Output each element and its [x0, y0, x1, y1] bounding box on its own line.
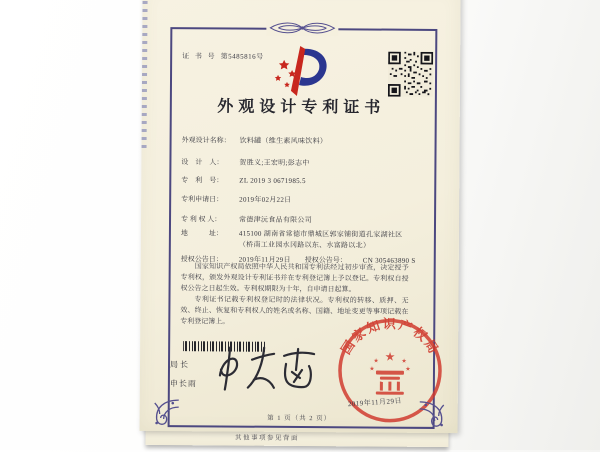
bottom-left-flourish-icon [152, 397, 182, 427]
director-title-label: 局长 [169, 360, 191, 370]
field-address: 地 址： 415100 湖南省常德市鼎城区郭家铺街道孔家湖社区（桥南工业园水冈路以东、水富路以北） [180, 229, 403, 250]
certificate-number-label: 证 书 号 [182, 52, 217, 61]
grant-date-label: 授权公告日： [180, 255, 223, 264]
seal-date: 2019年11月29日 [347, 396, 403, 409]
certificate-fields [181, 135, 414, 266]
back-note: 其他事项参见背面 [234, 434, 300, 442]
field-patentee: 专 利 权 人： 常德津沅食品有限公司 [181, 215, 313, 225]
svg-text:★: ★ [373, 358, 379, 365]
grant-date-value: 2019年11月29日 [238, 255, 291, 264]
grant-no-label: 授权公告号： [304, 256, 347, 265]
seal-text: 国家知识产权局 [338, 316, 443, 358]
svg-text:★: ★ [401, 358, 407, 365]
certificate-title: 外观设计专利证书 [217, 98, 386, 117]
page-footer: 第 1 页（共 2 页） [267, 414, 332, 423]
certificate-sheet [140, 0, 461, 433]
qr-code [388, 52, 433, 97]
legal-paragraph-1: 国家知识产权局依照中华人民共和国专利法经过初步审查，决定授予专利权，颁发外观设计专利证书并在专利登记簿上予以登记。专利权自授权公告之日起生效。专利权期限为十年，自申请日起算。 [180, 262, 409, 294]
cnipa-patent-logo-icon [270, 44, 332, 100]
grant-no-value: CN 305463890 S [362, 256, 416, 265]
national-emblem-icon [369, 349, 411, 394]
director-name-printed: 申长雨 [169, 379, 197, 389]
certificate-number-value: 第5485816号 [220, 52, 264, 61]
legal-paragraph-2: 专利证书记载专利权登记时的法律状况。专利权的转移、质押、无效、终止、恢复和专利权人的姓名或名称、国籍、地址变更等事项记载在专利登记簿上。 [180, 295, 409, 326]
certificate-number [182, 51, 264, 62]
field-design-name: 外观设计名称： 饮料罐（维生素风味饮料） [181, 136, 328, 146]
field-patent-number: 专 利 号： ZL 2019 3 0671985.5 [181, 176, 306, 186]
svg-text:★: ★ [405, 366, 411, 373]
svg-text:★: ★ [369, 366, 375, 373]
security-lace-pattern [142, 0, 148, 150]
top-border-ornament-icon [266, 20, 338, 37]
director-signature [212, 343, 320, 396]
field-designers: 设 计 人： 贺胜义;王宏明;彭志中 [181, 158, 310, 168]
field-application-date: 专利申请日： 2019年02月22日 [181, 195, 292, 204]
bottom-right-flourish-icon [417, 399, 447, 429]
svg-text:★: ★ [384, 349, 396, 364]
